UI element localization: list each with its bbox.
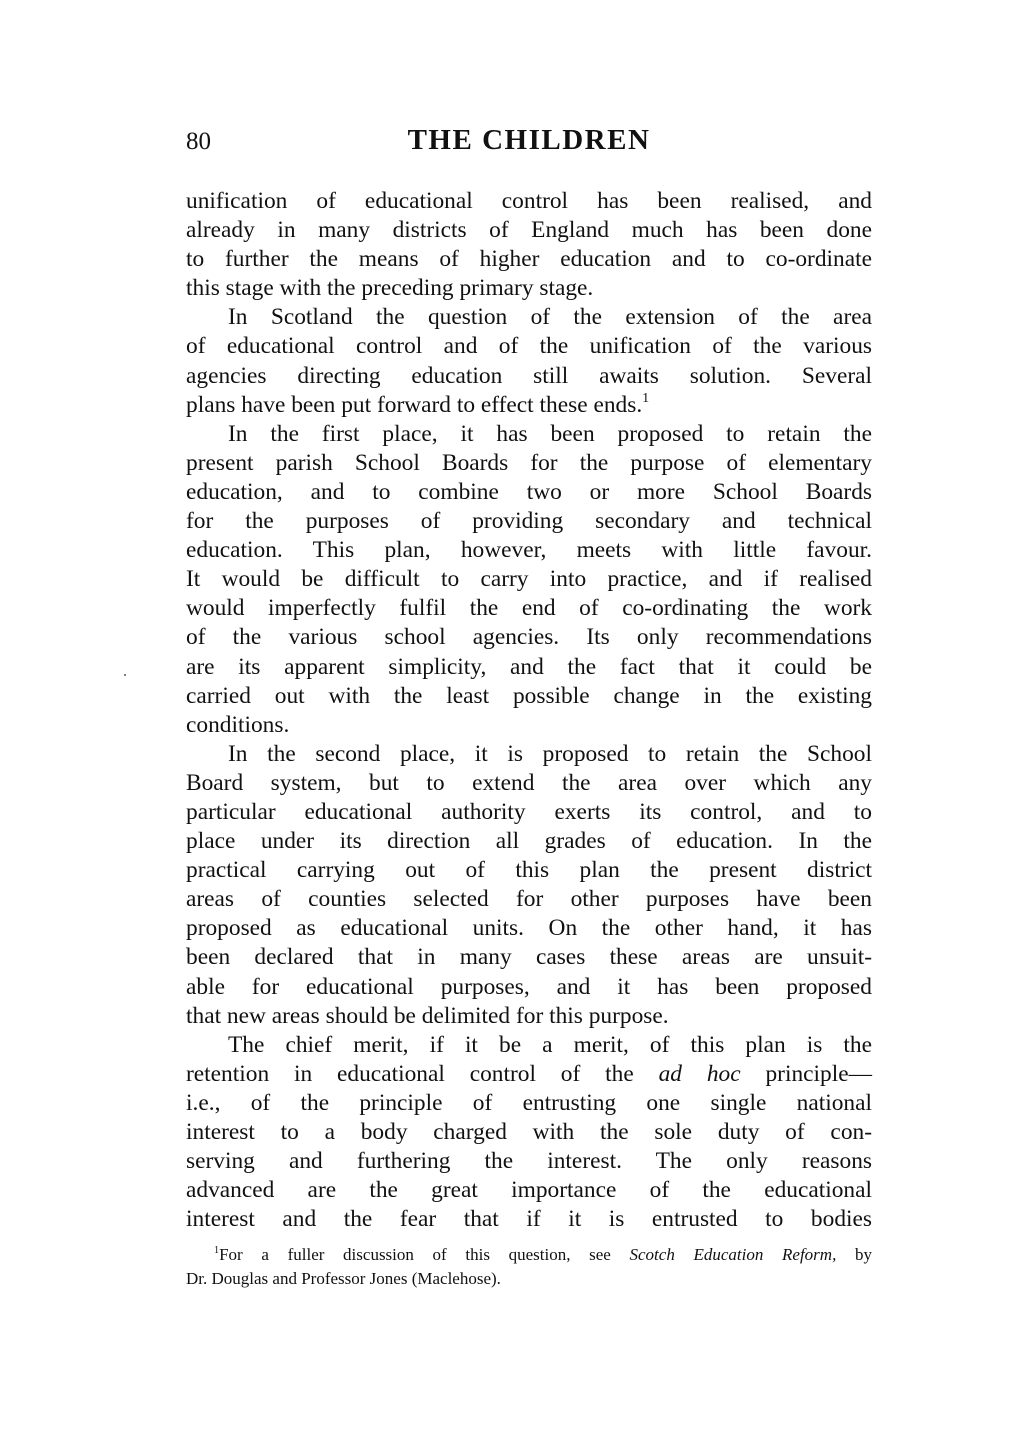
text-line: The chief merit, if it be a merit, of this plan is the [228, 1031, 872, 1058]
running-title: THE CHILDREN [407, 124, 651, 156]
text-line: i.e., of the principle of entrusting one single national [186, 1089, 872, 1116]
text-line: practical carrying out of this plan the present district [186, 857, 872, 884]
text-line: been declared that in many cases these areas are unsuit- [186, 944, 872, 971]
footnote-reference: 1 [642, 389, 650, 406]
text-line: conditions. [186, 711, 290, 738]
text-line: for the purposes of providing secondary and technical [186, 508, 872, 535]
text-line: that new areas should be delimited for this purpose. [186, 1002, 669, 1029]
text-line: carried out with the least possible change in the existing [186, 682, 872, 709]
footnote [186, 1243, 872, 1291]
text-line: serving and furthering the interest. The only reasons [186, 1148, 872, 1175]
text-line: interest to a body charged with the sole duty of con- [186, 1119, 872, 1145]
text-line: Board system, but to extend the area over which any [186, 769, 872, 796]
text-line: In Scotland the question of the extension of the area [228, 304, 872, 331]
text-line: are its apparent simplicity, and the fact that it could be [186, 653, 872, 680]
text-segment: retention in educational control of the [186, 1060, 659, 1087]
text-line: place under its direction all grades of education. In the [186, 828, 872, 855]
text-line: of the various school agencies. Its only recommendations [186, 624, 872, 651]
text-line [186, 1060, 872, 1089]
footnote-line: Dr. Douglas and Professor Jones (Maclehose). [186, 1269, 501, 1288]
text-line: to further the means of higher education and to co-ordinate [186, 246, 872, 273]
text-line: advanced are the great importance of the educational [186, 1177, 872, 1204]
footnote-book-title: Scotch Education Reform, [629, 1245, 837, 1264]
text-line [186, 391, 872, 420]
text-line: In the second place, it is proposed to retain the School [228, 740, 872, 767]
text-line: In the first place, it has been proposed to retain the [228, 420, 872, 447]
text-line: It would be difficult to carry into practice, and if realised [186, 566, 872, 593]
text-line: education. This plan, however, meets with little favour. [186, 537, 872, 564]
text-line: particular educational authority exerts its control, and to [186, 798, 872, 825]
body-text [186, 187, 872, 1234]
text-line: unification of educational control has been realised, and [186, 188, 872, 214]
text-line: areas of counties selected for other purposes have been [186, 886, 872, 913]
page-number: 80 [186, 128, 211, 155]
text-line: already in many districts of England much has been done [186, 217, 872, 244]
text-segment: plans have been put forward to effect these ends. [186, 391, 643, 418]
footnote-text: by [836, 1245, 872, 1264]
page-header [186, 122, 872, 162]
stray-mark [124, 674, 126, 676]
text-line: of educational control and of the unification of the various [186, 333, 872, 360]
text-line: would imperfectly fulfil the end of co-ordinating the work [186, 595, 872, 622]
italic-term: ad hoc [658, 1060, 741, 1087]
footnote-text: For a fuller discussion of this question, see [219, 1245, 630, 1264]
text-segment: principle— [740, 1060, 873, 1087]
text-line: present parish School Boards for the purpose of elementary [186, 449, 872, 476]
text-line: education, and to combine two or more School Boards [186, 478, 872, 505]
footnote-line [186, 1243, 872, 1267]
text-line: agencies directing education still awaits solution. Several [186, 362, 872, 389]
text-line: proposed as educational units. On the other hand, it has [186, 915, 872, 942]
text-line: this stage with the preceding primary stage. [186, 275, 594, 302]
footnote-marker: 1 [214, 1244, 220, 1256]
text-line: interest and the fear that if it is entrusted to bodies [186, 1206, 872, 1233]
text-line: able for educational purposes, and it has been proposed [186, 973, 872, 1000]
